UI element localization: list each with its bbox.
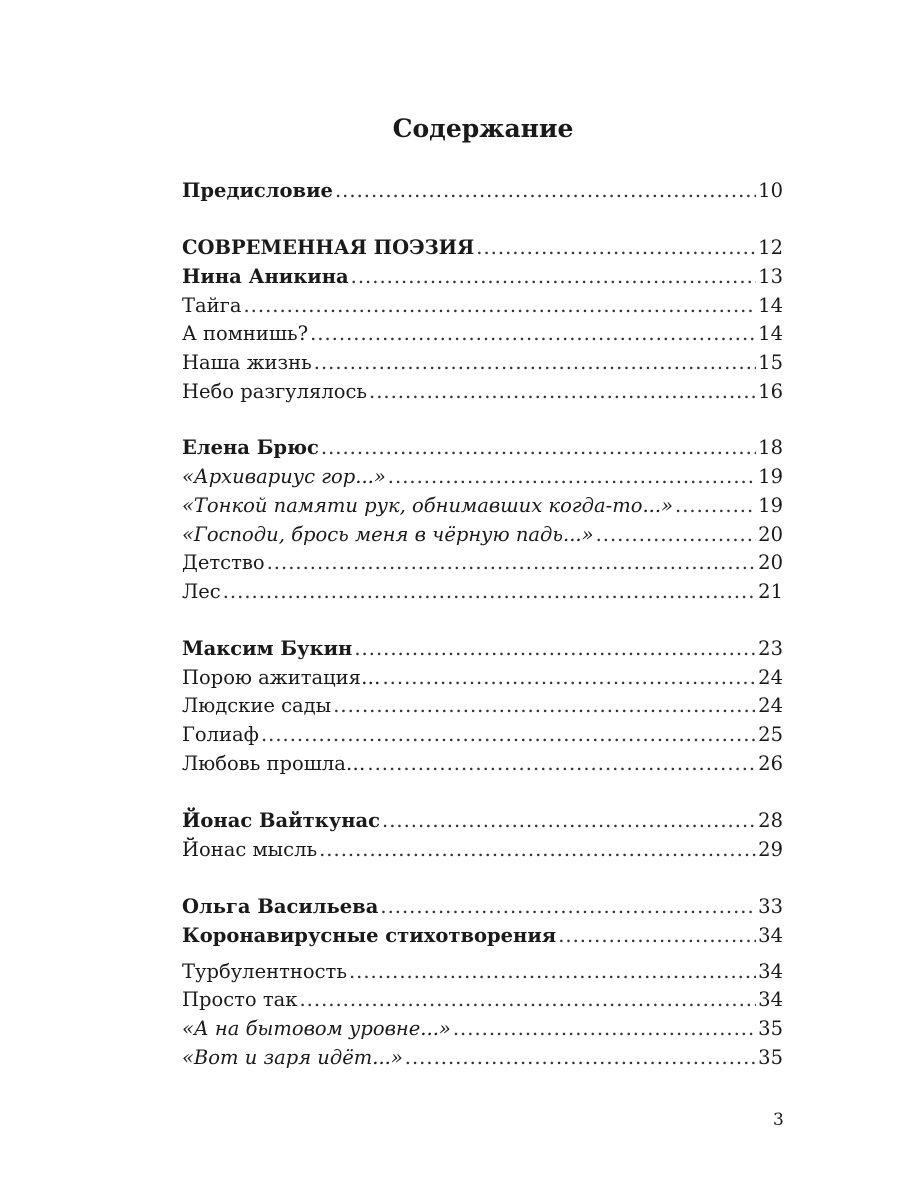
toc-entry-page: 26 [758,752,783,775]
toc-entry-title: Лес [182,580,221,603]
toc-entry-title: Максим Букин [182,637,353,660]
toc-entry [182,923,783,949]
toc-entry [182,178,783,204]
toc-entry [182,808,783,834]
toc-entry-title: Турбулентность [182,960,347,983]
toc-leader-dots [388,464,756,490]
toc-entry-title: «Тонкой памяти рук, обнимавших когда-то...» [182,494,673,517]
toc-leader-dots [223,579,756,605]
toc-entry [182,665,783,691]
toc-entry-title: Порою ажитация… [182,666,381,689]
toc-entry [182,579,783,605]
toc-entry [182,636,783,662]
toc-entry [182,293,783,319]
toc-entry [182,550,783,576]
toc-entry-page: 10 [758,179,783,202]
toc-leader-dots [369,379,756,405]
toc-entry-page: 25 [758,723,783,746]
toc-entry-page: 14 [758,294,783,317]
toc-entry [182,235,783,261]
toc-leader-dots [243,293,756,319]
toc-entry-title: Предисловие [182,179,333,202]
toc-entry-title: Йонас мысль [182,838,318,861]
toc-entry-title: Ольга Васильева [182,895,379,918]
toc-leader-dots [453,1016,756,1042]
toc-entry-page: 34 [758,924,783,947]
toc-leader-dots [476,235,756,261]
toc-leader-dots [310,321,756,347]
toc-entry-title: Нина Аникина [182,265,349,288]
toc-entry-page: 14 [758,322,783,345]
toc-entry-title: «А на бытовом уровне...» [182,1017,451,1040]
toc-entry [182,987,783,1013]
toc-entry [182,522,783,548]
toc-entry [182,1045,783,1071]
toc-leader-dots [596,522,757,548]
toc-entry-page: 24 [758,666,783,689]
toc-leader-dots [354,636,756,662]
toc-leader-dots [367,751,756,777]
toc-entry-title: Елена Брюс [182,436,319,459]
toc-leader-dots [299,987,756,1013]
toc-entry [182,751,783,777]
page-number: 3 [773,1110,784,1130]
toc-entry-title: Детство [182,551,265,574]
toc-entry-title: Любовь прошла… [182,752,366,775]
toc-entry-page: 23 [758,637,783,660]
toc-entry [182,379,783,405]
toc-entry [182,264,783,290]
toc-entry-page: 29 [758,838,783,861]
toc-entry-title: А помнишь? [182,322,309,345]
toc-entry-title: Голиаф [182,723,259,746]
toc-entry-page: 24 [758,694,783,717]
toc-entry-page: 33 [758,895,783,918]
toc-leader-dots [321,435,756,461]
toc-entry-title: Небо разгулялось [182,380,368,403]
toc-leader-dots [314,350,756,376]
toc-leader-dots [335,178,756,204]
toc-leader-dots [333,693,756,719]
toc-leader-dots [349,959,756,985]
toc-entry-page: 15 [758,351,783,374]
toc-entry-page: 16 [758,380,783,403]
toc-entry-title: «Вот и заря идёт...» [182,1046,403,1069]
toc-entry [182,959,783,985]
toc-entry-page: 21 [758,580,783,603]
toc-entry-page: 34 [758,960,783,983]
toc-entry-page: 35 [758,1046,783,1069]
toc-leader-dots [405,1045,756,1071]
toc-entry-title: Просто так [182,988,298,1011]
toc-entry-page: 19 [758,494,783,517]
toc-entry [182,350,783,376]
toc-entry-page: 34 [758,988,783,1011]
toc-entry-page: 19 [758,465,783,488]
toc-entry [182,321,783,347]
toc-entry-title: Наша жизнь [182,351,312,374]
toc-entry [182,493,783,519]
toc-leader-dots [675,493,756,519]
toc-leader-dots [382,808,756,834]
toc-entry-title: Тайга [182,294,242,317]
toc-entry-page: 13 [758,265,783,288]
toc-entry [182,464,783,490]
toc-entry-title: «Архивариус гор...» [182,465,386,488]
toc-leader-dots [319,837,756,863]
toc-leader-dots [558,923,756,949]
toc-leader-dots [351,264,757,290]
toc-leader-dots [267,550,757,576]
toc-leader-dots [380,894,756,920]
toc-entry-page: 18 [758,436,783,459]
toc-entry-title: Людские сады [182,694,332,717]
toc-entry [182,435,783,461]
toc-entry-page: 20 [758,523,783,546]
toc-entry-title: «Господи, брось меня в чёрную падь...» [182,523,594,546]
toc-entry [182,693,783,719]
toc-entry-page: 20 [758,551,783,574]
toc-entry-page: 28 [758,809,783,832]
toc-entry-title: Йонас Вайткунас [182,809,381,832]
page-title: Содержание [392,114,574,143]
toc-entry [182,837,783,863]
toc-entry-title: Коронавирусные стихотворения [182,924,557,947]
toc-entry [182,722,783,748]
toc-entry-page: 35 [758,1017,783,1040]
toc-entry [182,894,783,920]
toc-entry-title: СОВРЕМЕННАЯ ПОЭЗИЯ [182,236,475,259]
toc-leader-dots [382,665,756,691]
toc-entry-page: 12 [758,236,783,259]
toc-entry [182,1016,783,1042]
toc-leader-dots [261,722,756,748]
